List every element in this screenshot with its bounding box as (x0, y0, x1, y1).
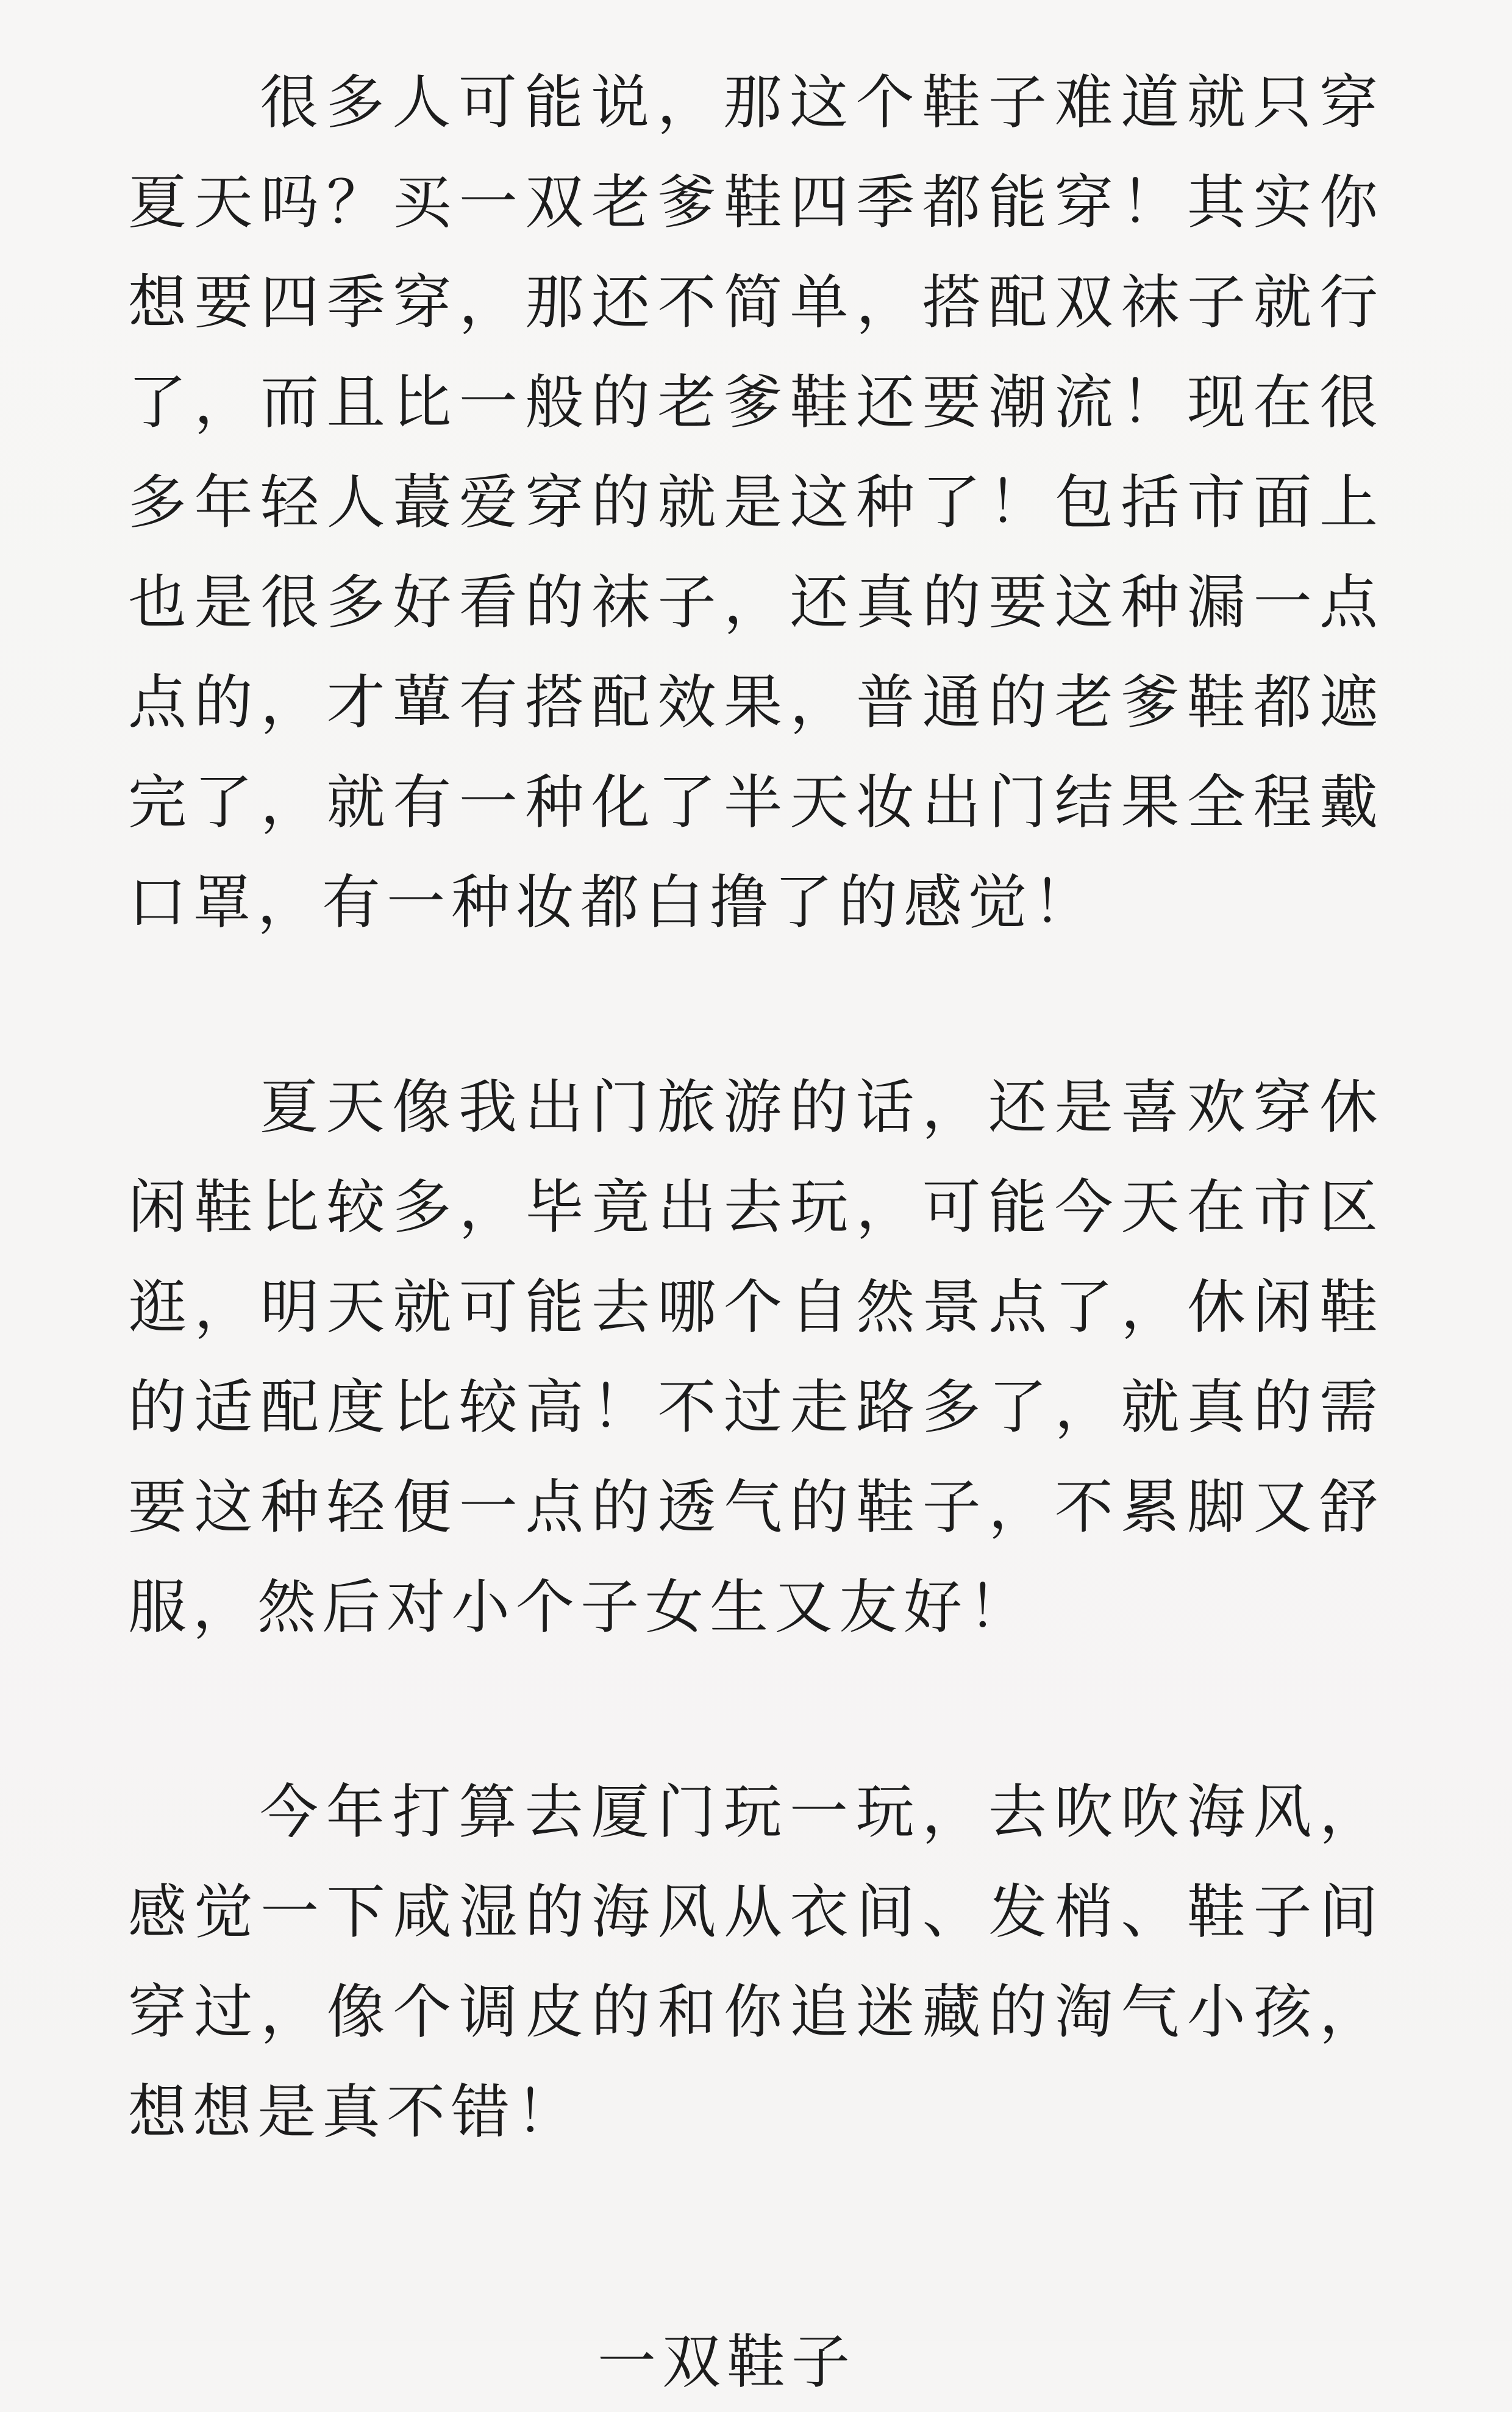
paragraph-2: 夏天像我出门旅游的话，还是喜欢穿休闲鞋比较多，毕竟出去玩，可能今天在市区逛，明天就可能去哪个自然景点了，休闲鞋的适配度比较高！不过走路多了，就真的需要这种轻便一点的透气的鞋子，不累脚又舒服，然后对小个子女生又友好！ (128, 1073, 1384, 1641)
paragraph-3: 今年打算去厦门玩一玩，去吹吹海风，感觉一下咸湿的海风从衣间、发梢、鞋子间穿过，像个调皮的和你追迷藏的淘气小孩，想想是真不错！ (128, 1778, 1384, 2146)
paragraph-1: 很多人可能说，那这个鞋子难道就只穿夏天吗？买一双老爹鞋四季都能穿！其实你想要四季穿，那还不简单，搭配双袜子就行了，而且比一般的老爹鞋还要潮流！现在很多年轻人蕞爱穿的就是这种了！包括市面上也是很多好看的袜子，还真的要这种漏一点点的，才蕇有搭配效果，普通的老爹鞋都遮完了，就有一种化了半天妆出门结果全程戴口罩，有一种妆都白撸了的感觉！ (128, 68, 1384, 937)
cut-off-text-line: 一双鞋子 (597, 2328, 856, 2396)
